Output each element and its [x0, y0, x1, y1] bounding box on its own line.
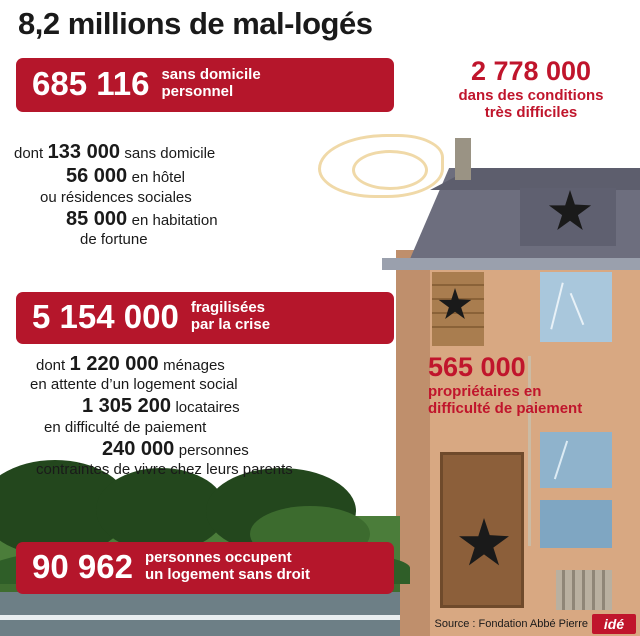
conditions-number: 2 778 000	[470, 56, 592, 86]
row1-number: 1 220 000	[69, 353, 159, 375]
banner-2-label-line1: fragilisées	[190, 299, 266, 317]
row2-text: locataires	[175, 399, 240, 417]
source-credit: Source : Fondation Abbé Pierre	[434, 618, 588, 630]
row3-number: 85 000	[66, 207, 128, 230]
list-item	[14, 437, 293, 461]
page-title: 8,2 millions de mal-logés	[18, 6, 373, 41]
row2-text: en hôtel	[131, 169, 186, 187]
list-item	[14, 164, 218, 188]
row3-sub: contraintes de vivre chez leurs parents	[36, 461, 293, 479]
callout-proprietaires	[428, 352, 634, 417]
row2-number: 56 000	[66, 165, 128, 188]
callout-conditions-difficiles	[424, 56, 638, 121]
banner-fragilisees	[16, 292, 394, 344]
banner-1-number: 685 116	[32, 64, 150, 102]
banner-3-label	[145, 550, 310, 584]
smoke-inner-icon	[352, 150, 428, 190]
banner-sans-droit	[16, 542, 394, 594]
owners-line1: propriétaires en	[428, 383, 542, 400]
banner-sans-domicile	[16, 58, 394, 112]
row1-lead: dont	[36, 357, 66, 374]
row1-number: 133 000	[47, 141, 120, 163]
list-item	[14, 207, 218, 231]
row1-lead: dont	[14, 145, 44, 162]
list-item	[14, 352, 293, 376]
row1-text: ménages	[163, 357, 225, 374]
banner-3-number: 90 962	[32, 547, 133, 585]
road-marking	[0, 615, 400, 620]
conditions-line2: très difficiles	[484, 104, 578, 122]
basement-grate	[556, 570, 612, 610]
row3-sub: de fortune	[80, 231, 148, 249]
owners-line2: difficulté de paiement	[428, 400, 583, 418]
banner-3-label-line1: personnes occupent	[144, 549, 292, 567]
banner-1-label-line2: personnel	[161, 83, 234, 100]
banner-1-label-line1: sans domicile	[161, 66, 261, 84]
owners-number: 565 000	[428, 352, 526, 382]
row2-sub: en difficulté de paiement	[44, 418, 207, 436]
conditions-line1: dans des conditions	[458, 87, 604, 104]
list-item	[14, 394, 293, 418]
banner-2-label-line2: par la crise	[190, 316, 271, 333]
ide-logo: idé	[592, 614, 636, 634]
banner-2-number: 5 154 000	[32, 297, 179, 335]
house-roof-edge	[382, 258, 640, 270]
row3-number: 240 000	[102, 437, 175, 460]
window-lower-right	[540, 432, 612, 488]
row2-sub: ou résidences sociales	[40, 188, 192, 206]
row1-text: sans domicile	[124, 145, 216, 162]
row2-number: 1 305 200	[82, 395, 171, 418]
banner-2-label	[191, 300, 270, 334]
row3-text: personnes	[178, 441, 249, 459]
chimney-icon	[455, 138, 471, 180]
row1-sub: en attente d’un logement social	[30, 376, 238, 394]
detail-block-fragilisees	[14, 352, 293, 479]
road	[0, 592, 400, 636]
window-basement-right	[540, 500, 612, 548]
banner-1-label	[161, 67, 260, 101]
list-item	[14, 140, 218, 164]
banner-3-label-line2: un logement sans droit	[144, 566, 310, 583]
detail-block-sans-domicile	[14, 140, 218, 249]
row3-text: en habitation	[131, 211, 218, 229]
